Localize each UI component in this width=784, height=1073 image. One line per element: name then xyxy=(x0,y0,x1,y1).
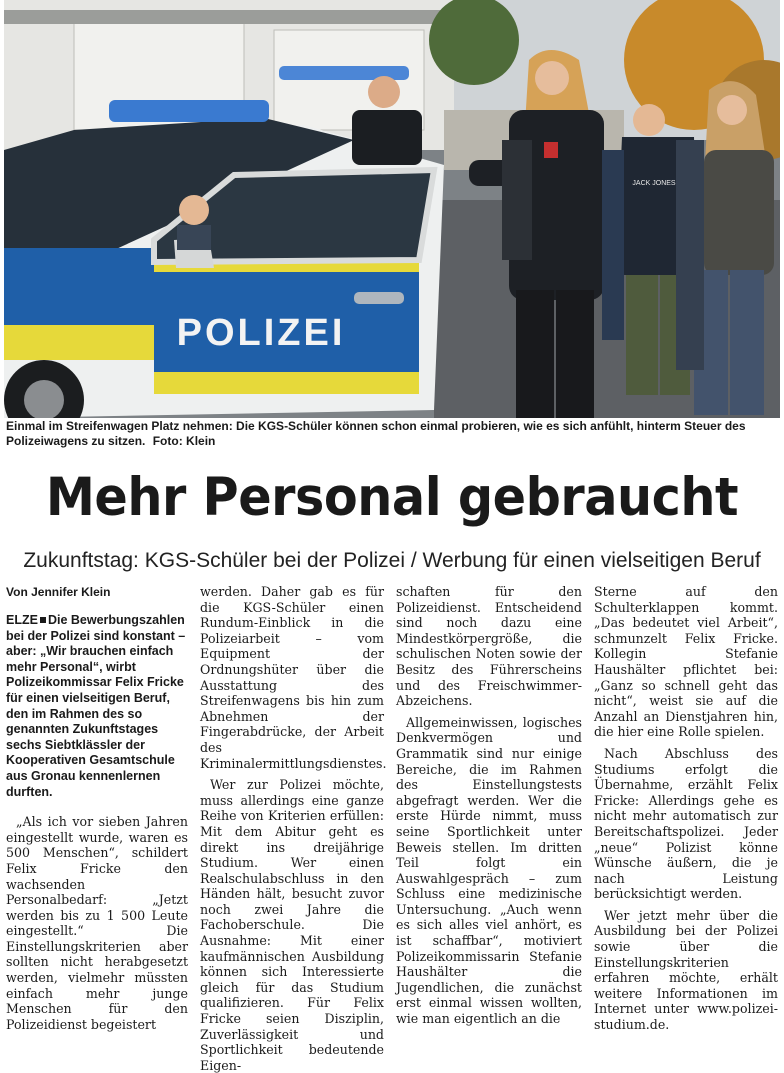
article-headline: Mehr Personal gebraucht xyxy=(45,467,739,528)
square-bullet-icon xyxy=(40,617,46,623)
article-lead xyxy=(6,613,188,800)
paragraph: werden. Daher gab es für die KGS-Schüler einen Rundum-Einblick in die Polizeiarbeit – vom Equipment der Ordnungshüter über die Ausstattung des Streifenwagens bis hin zum Abnehmen der Fingerabdrücke, der Arbeit des Kriminalermittlungsdienstes. xyxy=(200,584,387,771)
paragraph: Wer zur Polizei möchte, muss allerdings eine ganze Reihe von Kriterien erfüllen: Mit dem Abitur geht es direkt ins dreijährige Studium. Wer einen Realschulabschluss in den Händen hält, besucht zuvor noch zwei Jahre die Fachoberschule. Die Ausnahme: Mit einer kaufmännischen Ausbildung können sich Interessierte gleich für das Studium qualifizieren. Für Felix Fricke seien Disziplin, Zuverlässigkeit und Sportlichkeit bedeutende Eigen- xyxy=(200,777,384,1073)
article-photo xyxy=(4,0,780,418)
paragraph: Sterne auf den Schulterklappen kommt. „Das bedeutet viel Arbeit“, schmunzelt Felix Fricke. Kollegin Stefanie Haushälter pflichtet bei: „Ganz so schnell geht das nicht“, weist sie auf die Anzahl an Dienstjahren hin, die hier eine Rolle spielen. xyxy=(594,584,778,740)
paragraph: schaften für den Polizeidienst. Entscheidend sind noch dazu eine Mindestkörpergröße, die schulischen Noten sowie der Besitz des Führerscheins und des Freischwimmer-Abzeichens. xyxy=(396,584,582,709)
paragraph: „Als ich vor sieben Jahren eingestellt wurde, waren es 500 Menschen“, schildert Felix Fricke den wachsenden Personalbedarf: „Jetzt werden bis zu 1 500 Leute eingestellt.“ Die Einstellungskriterien aber sollten nicht herabgesetzt werden, vielmehr müssten einfach mehr junge Menschen für den Polizeidienst begeistert xyxy=(6,814,188,1032)
hoodie-logo-text: JACK JONES xyxy=(632,180,676,187)
dateline: ELZE xyxy=(6,613,38,627)
photo-credit: Foto: Klein xyxy=(152,434,216,448)
article-column-4 xyxy=(594,584,778,1033)
article-column-3 xyxy=(396,584,582,1027)
paragraph: Nach Abschluss des Studiums erfolgt die Übernahme, erzählt Felix Fricke: Allerdings gehe es nicht mehr automatisch zur Bereitschaftspolizei. Jeder „neue“ Polizist könne Wünsche äußern, die je nach Leistung berücksichtigt werden. xyxy=(594,745,778,902)
photo-caption xyxy=(6,419,778,449)
caption-text: Einmal im Streifenwagen Platz nehmen: Die KGS-Schüler können schon einmal probieren, wie es sich anfühlt, hinterm Steuer des Polizeiwagens zu sitzen. xyxy=(6,419,746,448)
article-subheadline: Zukunftstag: KGS-Schüler bei der Polizei / Werbung für einen vielseitigen Beruf xyxy=(23,549,761,572)
article-column-2 xyxy=(200,584,387,1073)
car-polizei-lettering: POLIZEI xyxy=(176,312,346,354)
paragraph: Allgemeinwissen, logisches Denkvermögen und Grammatik sind nur einige Bereiche, die im Rahmen des Einstellungstests abgefragt werden. Wer die erste Hürde nimmt, muss seine Sportlichkeit unter Beweis stellen. Im dritten Teil folgt ein Auswahlgespräch – zum Schluss eine medizinische Untersuchung. „Auch wenn es sich alles viel anhört, es ist schaffbar“, motiviert Polizeikommissarin Stefanie Haushälter die Jugendlichen, die zunächst erst einmal wissen wollten, wie man eigentlich an die xyxy=(396,714,582,1027)
lead-text: Die Bewerbungszahlen bei der Polizei sind konstant – aber: „Wir brauchen einfach mehr Personal“, wirbt Polizeikommissar Felix Fricke für einen vielseitigen Beruf, den im Rahmen des so genannten Zukunftstages sechs Siebtklässler der Kooperativen Gesamtschule aus Gronau kennenlernen durften. xyxy=(6,613,186,799)
article-column-1 xyxy=(6,584,188,1032)
paragraph: Wer jetzt mehr über die Ausbildung bei der Polizei sowie über die Einstellungskriterien erfahren möchte, erhält weitere Informationen im Internet unter www.polizei-studium.de. xyxy=(594,907,778,1033)
author-byline: Von Jennifer Klein xyxy=(6,585,111,599)
